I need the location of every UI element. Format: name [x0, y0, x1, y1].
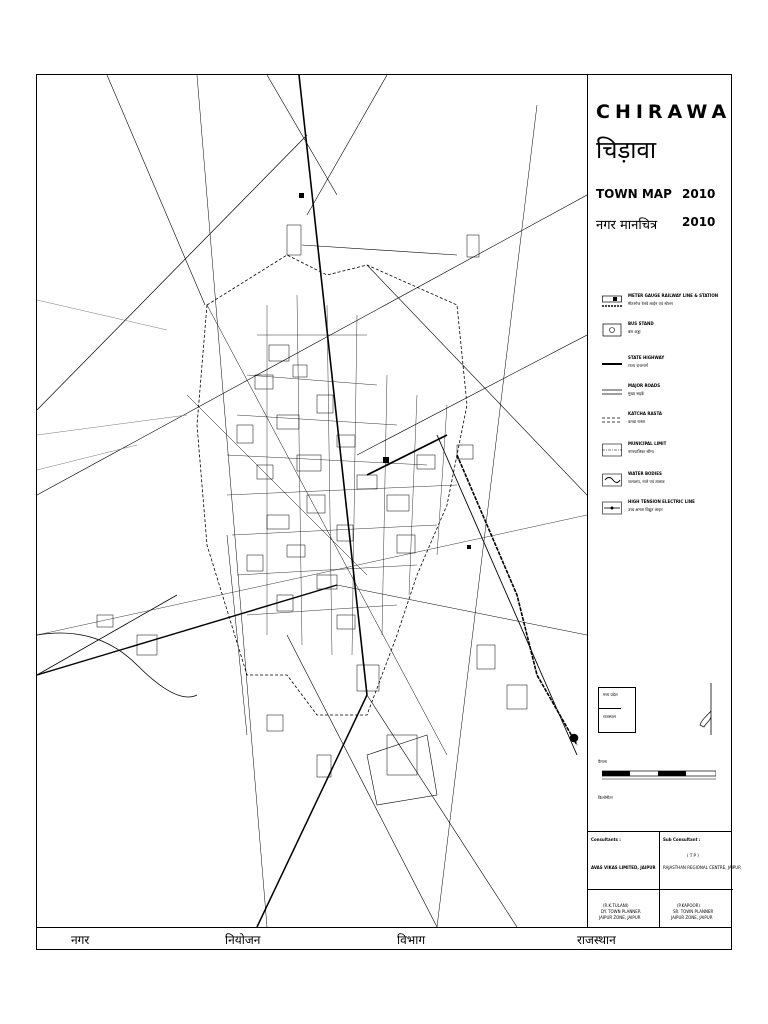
bus-stand-icon: [602, 323, 622, 337]
legend-label-en: BUS STAND: [628, 321, 654, 326]
map-canvas[interactable]: [37, 75, 587, 927]
map-subtitle-hindi: नगर मानचित्र: [596, 218, 658, 233]
index-bottom-label: राजस्थान: [603, 714, 616, 719]
legend-label-hi: जलाशय, नाले एवं तालाब: [628, 479, 665, 484]
legend-label-en: HIGH TENSION ELECTRIC LINE: [628, 499, 695, 504]
main-road: [299, 75, 367, 695]
footer-word-niyojan: नियोजन: [225, 933, 261, 947]
signatory1-title: DY. TOWN PLANNER: [601, 909, 641, 914]
major-road-icon: [602, 385, 622, 399]
index-map: [598, 687, 636, 733]
signatory2-office: JAIPUR ZONE, JAIPUR: [671, 915, 713, 920]
legend-label-hi: उच्च क्षमता विद्युत लाइन: [628, 507, 663, 512]
signatory2-name: (P.KAPOOR): [677, 903, 700, 908]
footer-word-rajasthan: राजस्थान: [577, 933, 616, 947]
sub-consultant-org: RAJASTHAN REGIONAL CENTRE, JAIPUR: [663, 865, 741, 870]
railway-icon: [602, 295, 622, 309]
legend-label-hi: मुख्य सड़कें: [628, 391, 645, 396]
legend-label-en: WATER BODIES: [628, 471, 662, 476]
legend-label-en: MAJOR ROADS: [628, 383, 661, 388]
legend-item: [602, 411, 730, 437]
ht-line-icon: [602, 501, 622, 515]
legend-item: [602, 321, 730, 347]
town-title-english: CHIRAWA: [596, 101, 732, 123]
legend-item: [602, 441, 730, 467]
north-arrow-icon: [698, 683, 720, 739]
index-top-label: मध्य प्रदेश: [603, 692, 618, 697]
legend-label-en: STATE HIGHWAY: [628, 355, 665, 360]
signatory2-title: SR. TOWN PLANNER: [673, 909, 714, 914]
legend-label-hi: राज्य राजमार्ग: [628, 363, 648, 368]
legend-item: [602, 499, 730, 525]
map-subtitle-english: TOWN MAP: [596, 187, 672, 201]
legend-label-hi: बस अड्डा: [628, 329, 641, 334]
legend-panel: [587, 75, 733, 927]
legend-item: [602, 471, 730, 497]
map-subtitle-hindi-year: 2010: [682, 215, 716, 229]
map-sheet: [36, 74, 741, 950]
town-title-hindi: चिड़ावा: [596, 136, 657, 164]
consultants-label: Consultants :: [591, 837, 621, 842]
consultant-name: AVAS VIKAS LIMITED, JAIPUR: [591, 865, 656, 870]
legend-item: [602, 383, 730, 409]
legend-item: [602, 355, 730, 381]
legend-label-hi: नगरपालिका सीमा: [628, 449, 654, 454]
legend-label-hi: कच्चा रास्ता: [628, 419, 645, 424]
scale-unit: किलोमीटर: [598, 795, 613, 800]
sub-consultant-name: ( T P ): [687, 853, 699, 858]
scale-bar: [602, 767, 716, 783]
legend-label-en: MUNICIPAL LIMIT: [628, 441, 667, 446]
water-bodies-icon: [602, 473, 622, 487]
legend-label-en: KATCHA RASTA: [628, 411, 662, 416]
footer-word-nagar: नगर: [71, 933, 90, 947]
municipal-limit-icon: [602, 443, 622, 457]
state-highway-icon: [602, 357, 622, 371]
signatory1-name: (R.K.TULANI): [603, 903, 629, 908]
katcha-rasta-icon: [602, 413, 622, 427]
footer-bar: [37, 927, 731, 950]
map-subtitle-year: 2010: [682, 187, 716, 201]
legend-item: [602, 293, 730, 319]
legend-label-en: METER GAUGE RAILWAY LINE & STATION: [628, 293, 719, 298]
footer-word-vibhag: विभाग: [397, 933, 426, 947]
signatory1-office: JAIPUR ZONE, JAIPUR: [599, 915, 641, 920]
town-map-drawing: [37, 75, 587, 927]
legend-label-hi: मीटरगेज रेलवे लाईन एवं स्टेशन: [628, 301, 673, 306]
credits-block: [587, 831, 741, 927]
scale-label: पैमाना: [598, 759, 607, 764]
sub-consultant-label: Sub Consultant :: [663, 837, 701, 842]
